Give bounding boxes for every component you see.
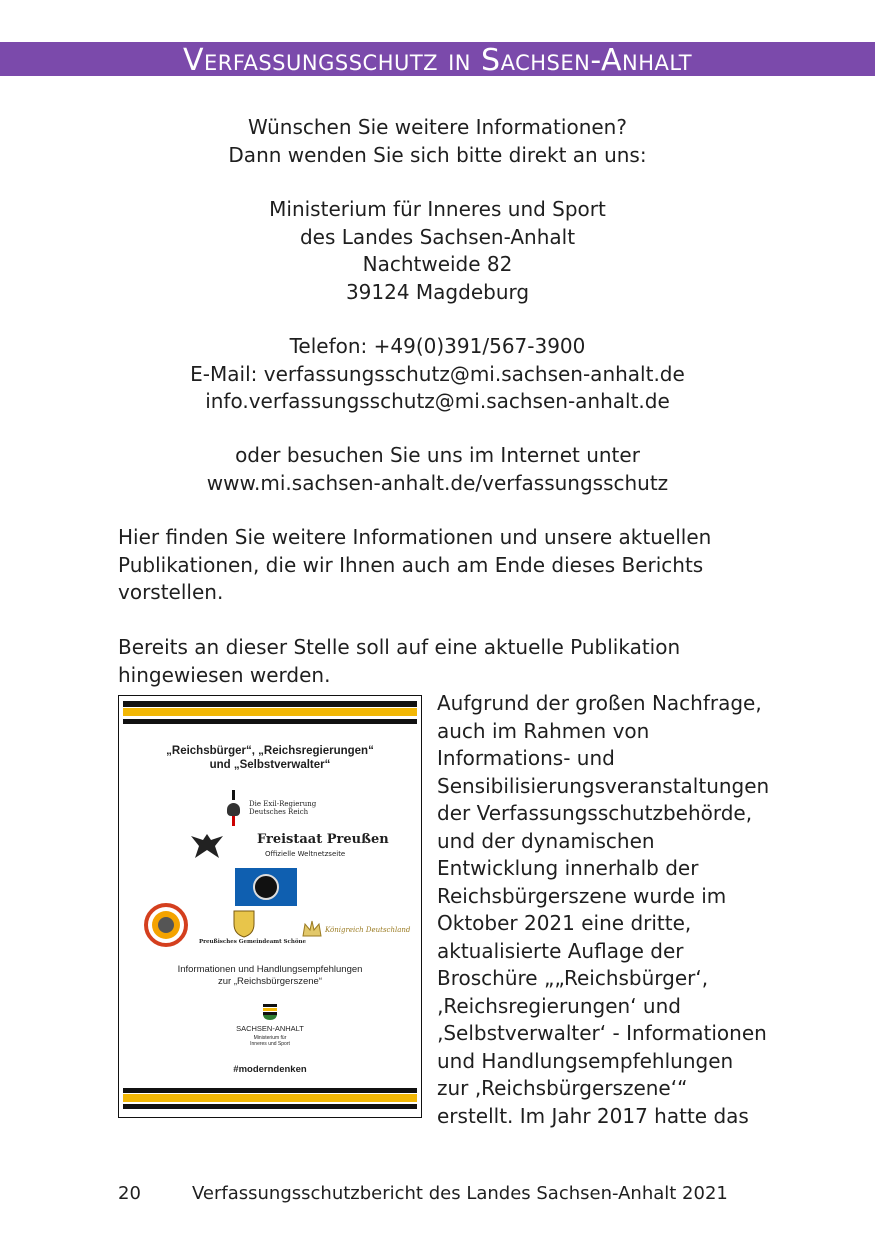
web-block: [0, 442, 875, 497]
logo-text: Die Exil-Regierung: [249, 800, 317, 808]
address-street: Nachtweide 82: [362, 252, 513, 276]
email-address: info.verfassungsschutz@mi.sachsen-anhalt.de: [205, 389, 670, 413]
eagle-emblem-icon: [227, 790, 241, 830]
intro-line: Dann wenden Sie sich bitte direkt an uns:: [228, 142, 647, 167]
logo-freistaat-sub: Offizielle Weltnetzseite: [265, 850, 346, 858]
paragraph-publications: Hier finden Sie weitere Informationen und unsere aktuellen Publikationen, die wir Ihnen auch am Ende dieses Berichts vorstellen.: [118, 525, 712, 604]
cover-stripe-black: [123, 1088, 417, 1093]
cover-ministry-line: Ministerium für: [253, 1035, 287, 1041]
contact-block: [0, 333, 875, 416]
sachsen-anhalt-crest-icon: [262, 1003, 278, 1021]
flag-emblem-icon: [235, 868, 297, 906]
address-line: Ministerium für Inneres und Sport: [269, 197, 606, 221]
page-number: 20: [118, 1183, 141, 1204]
cover-title: [119, 744, 421, 772]
paragraph-hint: Bereits an dieser Stelle soll auf eine aktuelle Publikation hingewiesen werden.: [118, 635, 681, 687]
address-block: [0, 196, 875, 306]
cover-publisher: SACHSEN-ANHALT: [236, 1024, 304, 1033]
logo-gemeindeamt: Preußisches Gemeindeamt Schöne: [199, 939, 307, 945]
web-url: www.mi.sachsen-anhalt.de/verfassungsschutz: [206, 470, 669, 495]
intro-line: Wünschen Sie weitere Informationen?: [248, 115, 627, 139]
cover-stripe-black: [123, 719, 417, 724]
cover-title-line: und „Selbstverwalter“: [209, 759, 331, 771]
cover-subtitle: [119, 964, 421, 988]
circle-seal-icon: [143, 902, 189, 948]
crown-icon: [301, 918, 323, 940]
logo-koenigreich: Königreich Deutschland: [325, 926, 411, 934]
address-line: des Landes Sachsen-Anhalt: [299, 224, 576, 249]
cover-ministry-line: Inneres und Sport: [250, 1041, 290, 1047]
cover-stripe-black: [123, 1104, 417, 1109]
phone-number: Telefon: +49(0)391/567-3900: [289, 334, 586, 358]
cover-ministry: [119, 1035, 421, 1047]
black-eagle-icon: [189, 830, 225, 860]
logo-text: Deutsches Reich: [249, 808, 309, 816]
footer-title: Verfassungsschutzbericht des Landes Sachsen-Anhalt 2021: [192, 1183, 728, 1204]
cover-title-line: „Reichsbürger“, „Reichsregierungen“: [166, 745, 374, 757]
web-intro: oder besuchen Sie uns im Internet unter: [235, 443, 640, 467]
logo-freistaat-title: Freistaat Preußen: [257, 832, 389, 847]
email-address: E-Mail: verfassungsschutz@mi.sachsen-anhalt.de: [190, 361, 685, 386]
brochure-cover-image: [118, 695, 422, 1118]
address-city: 39124 Magdeburg: [345, 279, 530, 304]
intro-block: [0, 114, 875, 169]
coat-of-arms-icon: [231, 908, 257, 938]
brochure-description: Aufgrund der großen Nachfrage, auch im Rahmen von Informations- und Sensibilisierungsveranstaltungen der Verfassungsschutzbehörde, und der dynamischen Entwicklung innerhalb der Reichsbürgerszene wurde im Oktober 2021 eine dritte, aktualisierte Auflage der Broschüre „„Reichsbürger‘, ‚Reichsregierungen‘ und ‚Selbstverwalter‘ - Informationen und Handlungsempfehlungen zur ‚Reichsbürgerszene‘“ erstellt. Im Jahr 2017 hatte das: [437, 691, 770, 1128]
cover-hashtag: #moderndenken: [233, 1064, 307, 1075]
logo-exil-regierung: [249, 800, 316, 816]
cover-stripe-black: [123, 701, 417, 707]
cover-stripe-gold: [123, 708, 417, 716]
cover-subtitle-line: zur „Reichsbürgerszene“: [217, 976, 322, 987]
header-title: Verfassungsschutz in Sachsen-Anhalt: [182, 43, 693, 78]
page-header: [0, 42, 875, 76]
cover-subtitle-line: Informationen und Handlungsempfehlungen: [177, 964, 363, 975]
cover-stripe-gold: [123, 1094, 417, 1102]
